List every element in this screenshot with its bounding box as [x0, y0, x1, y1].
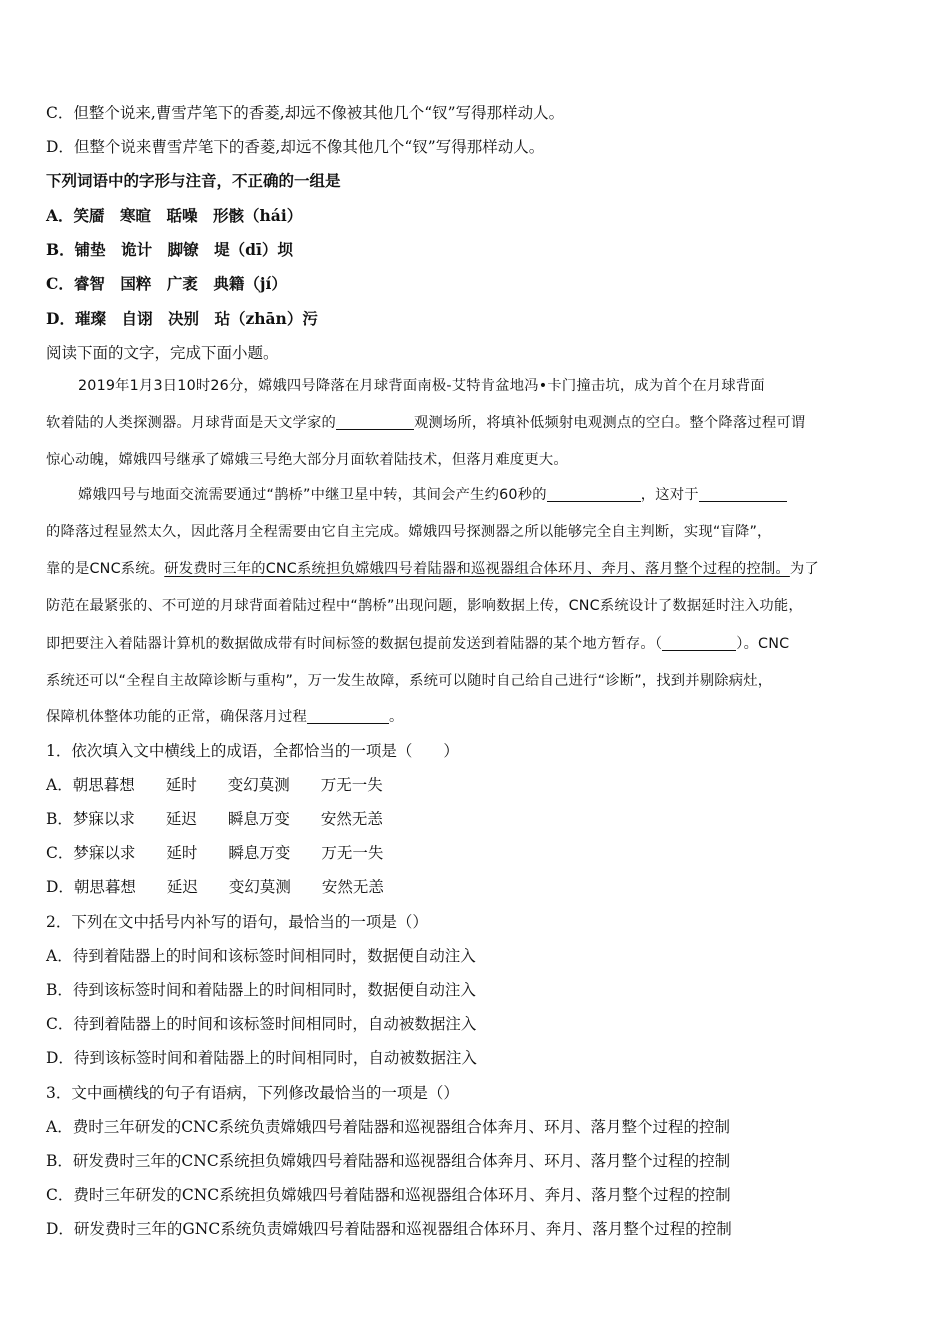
q1-option-c: C．梦寐以求 延时 瞬息万变 万无一失: [46, 844, 384, 862]
q3-stem: 3．文中画横线的句子有语病，下列修改最恰当的一项是（）: [46, 1084, 459, 1102]
passage-text: 软着陆的人类探测器。月球背面是天文学家的: [46, 415, 336, 431]
passage-line: [46, 634, 789, 654]
q3-option-b: B．研发费时三年的CNC系统担负嫦娥四号着陆器和巡视器组合体奔月、环月、落月整个过程的控制: [46, 1152, 731, 1170]
passage-text: 为了: [789, 561, 819, 577]
passage-text: 嫦娥四号与地面交流需要通过“鹊桥”中继卫星中转，其间会产生约60秒的: [78, 487, 547, 503]
q2-option-b: B．待到该标签时间和着陆器上的时间相同时，数据便自动注入: [46, 981, 476, 999]
fill-blank-1: [336, 414, 414, 430]
passage-text: 保障机体整体功能的正常，确保落月过程: [46, 709, 307, 725]
passage-line: [78, 485, 787, 505]
passage-line: [46, 559, 819, 579]
passage-line: [46, 707, 403, 727]
q2-stem: 2．下列在文中括号内补写的语句，最恰当的一项是（）: [46, 913, 428, 931]
fill-blank-4: [307, 708, 389, 724]
fill-blank-2: [547, 486, 641, 502]
passage-text: 。: [388, 709, 404, 725]
q1-option-d: D．朝思暮想 延迟 变幻莫测 安然无恙: [46, 878, 384, 896]
q1-stem: 1．依次填入文中横线上的成语，全都恰当的一项是（ ）: [46, 742, 459, 760]
question-chars-option-b: B．铺垫 诡计 脚镣 堤（dī）坝: [46, 240, 293, 259]
q2-option-c: C．待到着陆器上的时间和该标签时间相同时，自动被数据注入: [46, 1015, 477, 1033]
q2-option-a: A．待到着陆器上的时间和该标签时间相同时，数据便自动注入: [46, 947, 476, 965]
q3-option-d: D．研发费时三年的GNC系统负责嫦娥四号着陆器和巡视器组合体环月、奔月、落月整个过程的控制: [46, 1220, 732, 1238]
passage-line: 惊心动魄，嫦娥四号继承了嫦娥三号绝大部分月面软着陆技术，但落月难度更大。: [46, 452, 568, 468]
prev-option-c: C．但整个说来,曹雪芹笔下的香菱,却远不像被其他几个“钗”写得那样动人。: [46, 104, 565, 122]
fill-blank-3: [699, 486, 787, 502]
passage-text: 靠的是CNC系统。: [46, 561, 165, 577]
reading-intro: 阅读下面的文字，完成下面小题。: [46, 344, 279, 362]
question-chars-option-d: D．璀璨 自诩 决别 玷（zhān）污: [46, 309, 318, 328]
passage-text: 即把要注入着陆器计算机的数据做成带有时间标签的数据包提前发送到着陆器的某个地方暂存。（: [46, 636, 663, 652]
passage-text: ，这对于: [640, 487, 699, 503]
passage-line: 的降落过程显然太久，因此落月全程需要由它自主完成。嫦娥四号探测器之所以能够完全自主判断，实现“盲降”，: [46, 524, 772, 540]
passage-text: 观测场所，将填补低频射电观测点的空白。整个降落过程可谓: [413, 415, 806, 431]
fill-bracket-blank: [662, 635, 736, 651]
q1-option-a: A．朝思暮想 延时 变幻莫测 万无一失: [46, 776, 383, 794]
q1-option-b: B．梦寐以求 延迟 瞬息万变 安然无恙: [46, 810, 383, 828]
passage-line: 2019年1月3日10时26分，嫦娥四号降落在月球背面南极-艾特肯盆地冯•卡门撞击坑，成为首个在月球背面: [78, 378, 765, 394]
passage-text: ）。CNC: [736, 636, 790, 652]
q2-option-d: D．待到该标签时间和着陆器上的时间相同时，自动被数据注入: [46, 1049, 477, 1067]
prev-option-d: D．但整个说来曹雪芹笔下的香菱,却远不像其他几个“钗”写得那样动人。: [46, 138, 545, 156]
passage-line: 系统还可以“全程自主故障诊断与重构”，万一发生故障，系统可以随时自己给自己进行“诊断”，找到并剔除病灶，: [46, 673, 773, 689]
underlined-sentence: 研发费时三年的CNC系统担负嫦娥四号着陆器和巡视器组合体环月、奔月、落月整个过程的控制。: [164, 561, 790, 577]
q3-option-c: C．费时三年研发的CNC系统担负嫦娥四号着陆器和巡视器组合体环月、奔月、落月整个过程的控制: [46, 1186, 731, 1204]
question-chars-option-a: A．笑靥 寒暄 聒噪 形骸（hái）: [46, 206, 303, 225]
question-chars-option-c: C．睿智 国粹 广袤 典籍（jí）: [46, 274, 287, 293]
passage-line: [46, 413, 805, 433]
passage-line: 防范在最紧张的、不可逆的月球背面着陆过程中“鹊桥”出现问题，影响数据上传，CNC系统设计了数据延时注入功能，: [46, 598, 803, 614]
question-chars-stem: 下列词语中的字形与注音，不正确的一组是: [46, 171, 341, 190]
q3-option-a: A．费时三年研发的CNC系统负责嫦娥四号着陆器和巡视器组合体奔月、环月、落月整个过程的控制: [46, 1118, 730, 1136]
